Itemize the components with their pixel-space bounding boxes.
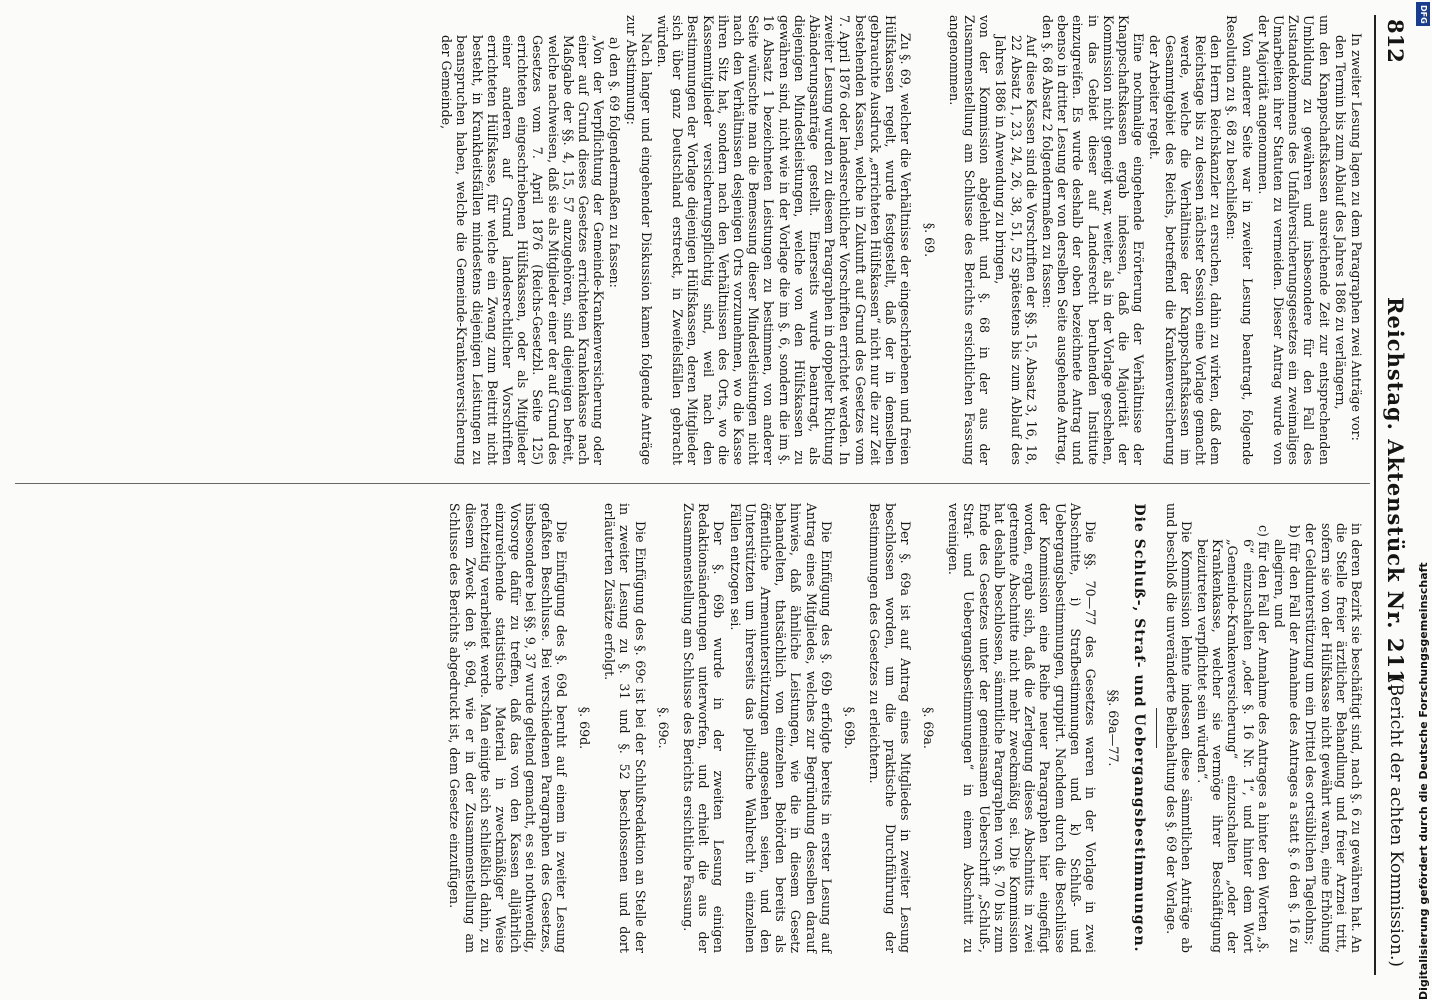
page-title: Reichstag. Aktenstück Nr. 211. (1383, 297, 1408, 693)
paragraph: Der §. 69b wurde in der zweiten Lesung einigen Redaktionsänderungen unterworfen, und erhielt die aus der Zusammenstellung am Schlusse des Berichts ersichtliche Fassung. (681, 503, 727, 953)
section-heading: §. 69b. (842, 706, 858, 750)
rotated-document-page (10, 15, 1410, 975)
paragraph: Auf diese Kassen sind die Vorschriften der §§. 15, Absatz 3, 16, 18, 22 Absatz 1, 23, 24, 26, 38, 51, 52 spätestens bis zum Ablauf des Jahres 1886 in Anwendung zu bringen, (993, 35, 1039, 465)
section-heading: §§. 69a—77. (1106, 689, 1122, 767)
paragraph: „Von der Verpflichtung der Gemeinde-Krankenversicherung oder einer auf Grund dieses Gesetzes errichteten Krankenkasse nach Maßgabe der §§. 4, 15, 57 anzugehören, sind diejenigen befreit, welche nachweisen, daß sie als Mitglieder einer der auf Grund des Gesetzes vom 7. April 1876 (Reichs-Gesetzbl. Seite 125) errichteten eingeschriebenen Hülfskassen, oder als Mitglieder einer anderen auf Grund landesrechtlicher Vorschriften errichteten Hülfskasse, für welche ein Zwang zum Beitritt nicht besteht, in Krankheitsfällen mindestens diejenigen Leistungen zu beanspruchen haben, welche die Gemeinde-Krankenversicherung der Gemeinde, (439, 35, 607, 465)
paragraph: den Herrn Reichskanzler zu ersuchen, dahin zu wirken, daß dem Reichstage bis zu dessen nächster Session eine Vorlage gemacht werde, welche die Verhältnisse der Knappschaftskassen im Gesammtgebiet des Reichs, betreffend die Krankenversicherung der Arbeiter regelt. (1147, 35, 1224, 465)
paragraph: von der Kommission abgelehnt und §. 68 in der aus der Zusammenstellung am Schlusse des Berichts ersichtlichen Fassung angenommen. (946, 15, 993, 465)
paragraph: den Termin bis zum Ablauf des Jahres 1886 zu verlängern, (1332, 35, 1348, 410)
paragraph: Zu §. 69, welcher die Verhältnisse der eingeschriebenen und freien Hülfskassen regelt, wurde festgestellt, daß der in demselben gebrauchte Ausdruck „errichteten Hülfskassen“ nicht nur die zur Zeit bestehenden Kassen, welche in Zukunft auf Grund des Gesetzes vom 7. April 1876 oder landesrechtlicher Vorschriften errichtet werden. In zweiter Lesung wurden zu diesem Paragraphen in doppelter Richtung Abänderungsanträge gestellt. Einerseits wurde beantragt, als diejenigen Mindestleistungen, welche von den Hülfskassen zu gewähren sind, nicht wie in der Vorlage die im §. 6, sondern die im §. 16 Absatz 1 bezeichneten Leistungen zu bestimmen, von anderer Seite wünschte man die Bemessung dieser Mindestleistungen nicht nach den Verhältnissen desjenigen Orts vorzunehmen, wo die Kasse ihren Sitz hat, sondern nach den Verhältnissen des Orts, wo die Kassenmitglieder versicherungspflichtig sind, weil nach den Bestimmungen der Vorlage diejenigen Hülfskassen, deren Mitglieder sich über ganz Deutschland erstreckt, in Zweifelsfällen gebracht würden. (655, 15, 914, 465)
column-divider (15, 483, 1370, 484)
section-heading: §. 69d. (577, 706, 593, 750)
paragraph: Die Kommission lehnte indessen diese sämmtlichen Anträge ab und beschloß die unveränderte Beibehaltung des §. 69 der Vorlage. (1163, 503, 1194, 953)
paragraph: b) für den Fall der Annahme des Antrages a statt §. 6 den §. 16 zu allegiren, und (1271, 525, 1303, 953)
paragraph: um den Knappschaftskassen ausreichende Zeit zur entsprechenden Umbildung zu gewähren und insbesondere für den Fall des Zustandekommens des Unfallversicherungsgesetzes ein zweimaliges Umarbeiten ihrer Statuten zu vermeiden. Dieser Antrag wurde von der Majorität angenommen. (1255, 15, 1332, 465)
paragraph: In zweiter Lesung lagen zu dem Paragraphen zwei Anträge vor: (1349, 33, 1364, 441)
paragraph: Die Einfügung des §. 69d beruht auf einem in zweiter Lesung gefaßten Beschlusse. Bei verschiedenen Paragraphen des Gesetzes, insbesondere bei §§. 9, 37 wurde geltend gemacht, es sei nothwendig, Vorsorge dafür zu treffen, daß das von den Kassen alljährlich einzureichende statistische Material in zweckmäßiger Weise rechtzeitig verarbeitet werde. Man einigte sich schließlich dahin, zu diesem Zweck den §. 69d, wie er in der Zusammenstellung am Schlusse des Berichts abgedruckt ist, dem Gesetze einzufügen. (447, 503, 569, 953)
section-heading: Die Schluß-, Straf- und Uebergangsbestimmungen. (1131, 503, 1148, 953)
section-heading: §. 69a. (920, 707, 936, 749)
separator-line (1156, 708, 1157, 748)
page-number: 812 (1383, 19, 1408, 63)
paragraph: a) den §. 69 folgendermaßen zu fassen: (607, 37, 623, 288)
right-column (446, 503, 1364, 953)
section-heading: §. 69c. (655, 707, 671, 749)
paragraph: in deren Bezirk sie beschäftigt sind, nach §. 6 zu gewähren hat. An die Stelle freier ärztlicher Behandlung und freier Arznei tritt, sofern sie von der Hülfskasse nicht gewährt waren, eine Erhöhung der Geldunterstützung um ein Drittel des ortsüblichen Tagelohns; (1303, 523, 1364, 953)
dfg-logo: DFG (1416, 2, 1430, 26)
paragraph: Der §. 69a ist auf Antrag eines Mitgliedes in zweiter Lesung beschlossen worden, um die praktische Durchführung der Bestimmungen des Gesetzes zu erleichtern. (867, 503, 913, 953)
paragraph: Von anderer Seite war in zweiter Lesung beantragt, folgende Resolution zu §. 68 zu beschließen: (1224, 15, 1255, 465)
paragraph: Die Einfügung des §. 69c ist bei der Schlußredaktion an Stelle der in zweiter Lesung zu §. 31 und §. 52 beschlossenen und dort erläuterten Zusätze erfolgt. (602, 503, 648, 953)
page-subtitle: (Bericht der achten Kommission.) (1386, 676, 1406, 967)
paragraph: Eine nochmalige eingehende Erörterung der Verhältnisse der Knappschaftskassen ergab indessen, daß die Majorität der Kommission nicht geneigt war, weiter, als in der Vorlage geschehen, in das Gebiet dieser auf Landesrecht beruhenden Institute einzugreifen. Es wurde deshalb der oben bezeichnete Antrag und ebenso in dritter Lesung der von derselben Seite ausgehende Antrag, den §. 68 Absatz 2 folgendermaßen zu fassen: (1039, 15, 1147, 465)
section-heading: §. 69. (921, 222, 937, 258)
paragraph: Die §§. 70—77 des Gesetzes waren in der Vorlage in zwei Abschnitte, i) Strafbestimmungen und k) Schluß- und Uebergangsbestimmungen, gruppirt. Nachdem durch die Beschlüsse der Kommission eine Reihe neuer Paragraphen hier eingefügt worden, ergab sich, daß die Zerlegung dieses Abschnitts in zwei getrennte Abschnitte nicht mehr zweckmäßig sei. Die Kommission hat deshalb beschlossen, sämmtliche Paragraphen von §. 70 bis zum Ende des Gesetzes unter der gemeinsamen Ueberschrift „Schluß-, Straf- und Uebergangsbestimmungen“ in einem Abschnitt zu vereinigen. (946, 503, 1098, 953)
left-column (438, 15, 1364, 465)
paragraph: c) für den Fall der Annahme des Antrages a hinter den Worten „§. 6“ einzuschalten „oder §. 16 Nr. 1“, und hinter dem Wort „Gemeinde-Krankenversicherung“ einzuschalten „oder der Krankenkasse, welcher sie vermöge ihrer Beschäftigung beizutreten verpflichtet sein würden“. (1194, 525, 1271, 953)
paragraph: Nach langer und eingehender Diskussion kamen folgende Anträge zur Abstimmung: (623, 15, 654, 465)
paragraph: Die Einfügung des §. 69b erfolgte bereits in erster Lesung auf Antrag eines Mitgliedes, welches zur Begründung desselben darauf hinwies, daß ähnliche Leistungen, wie die in diesem Gesetz behandelten, thatsächlich von einzelnen Behörden bereits als öffentliche Armenunterstützungen angesehen seien, und den Unterstützten um ihrerseits das politische Wahlrecht in einzelnen Fällen entzogen sei. (727, 503, 834, 953)
page-header (1374, 15, 1410, 975)
digitization-credit: Digitalisierung gefördert durch die Deutsche Forschungsgemeinschaft (1417, 562, 1430, 1000)
